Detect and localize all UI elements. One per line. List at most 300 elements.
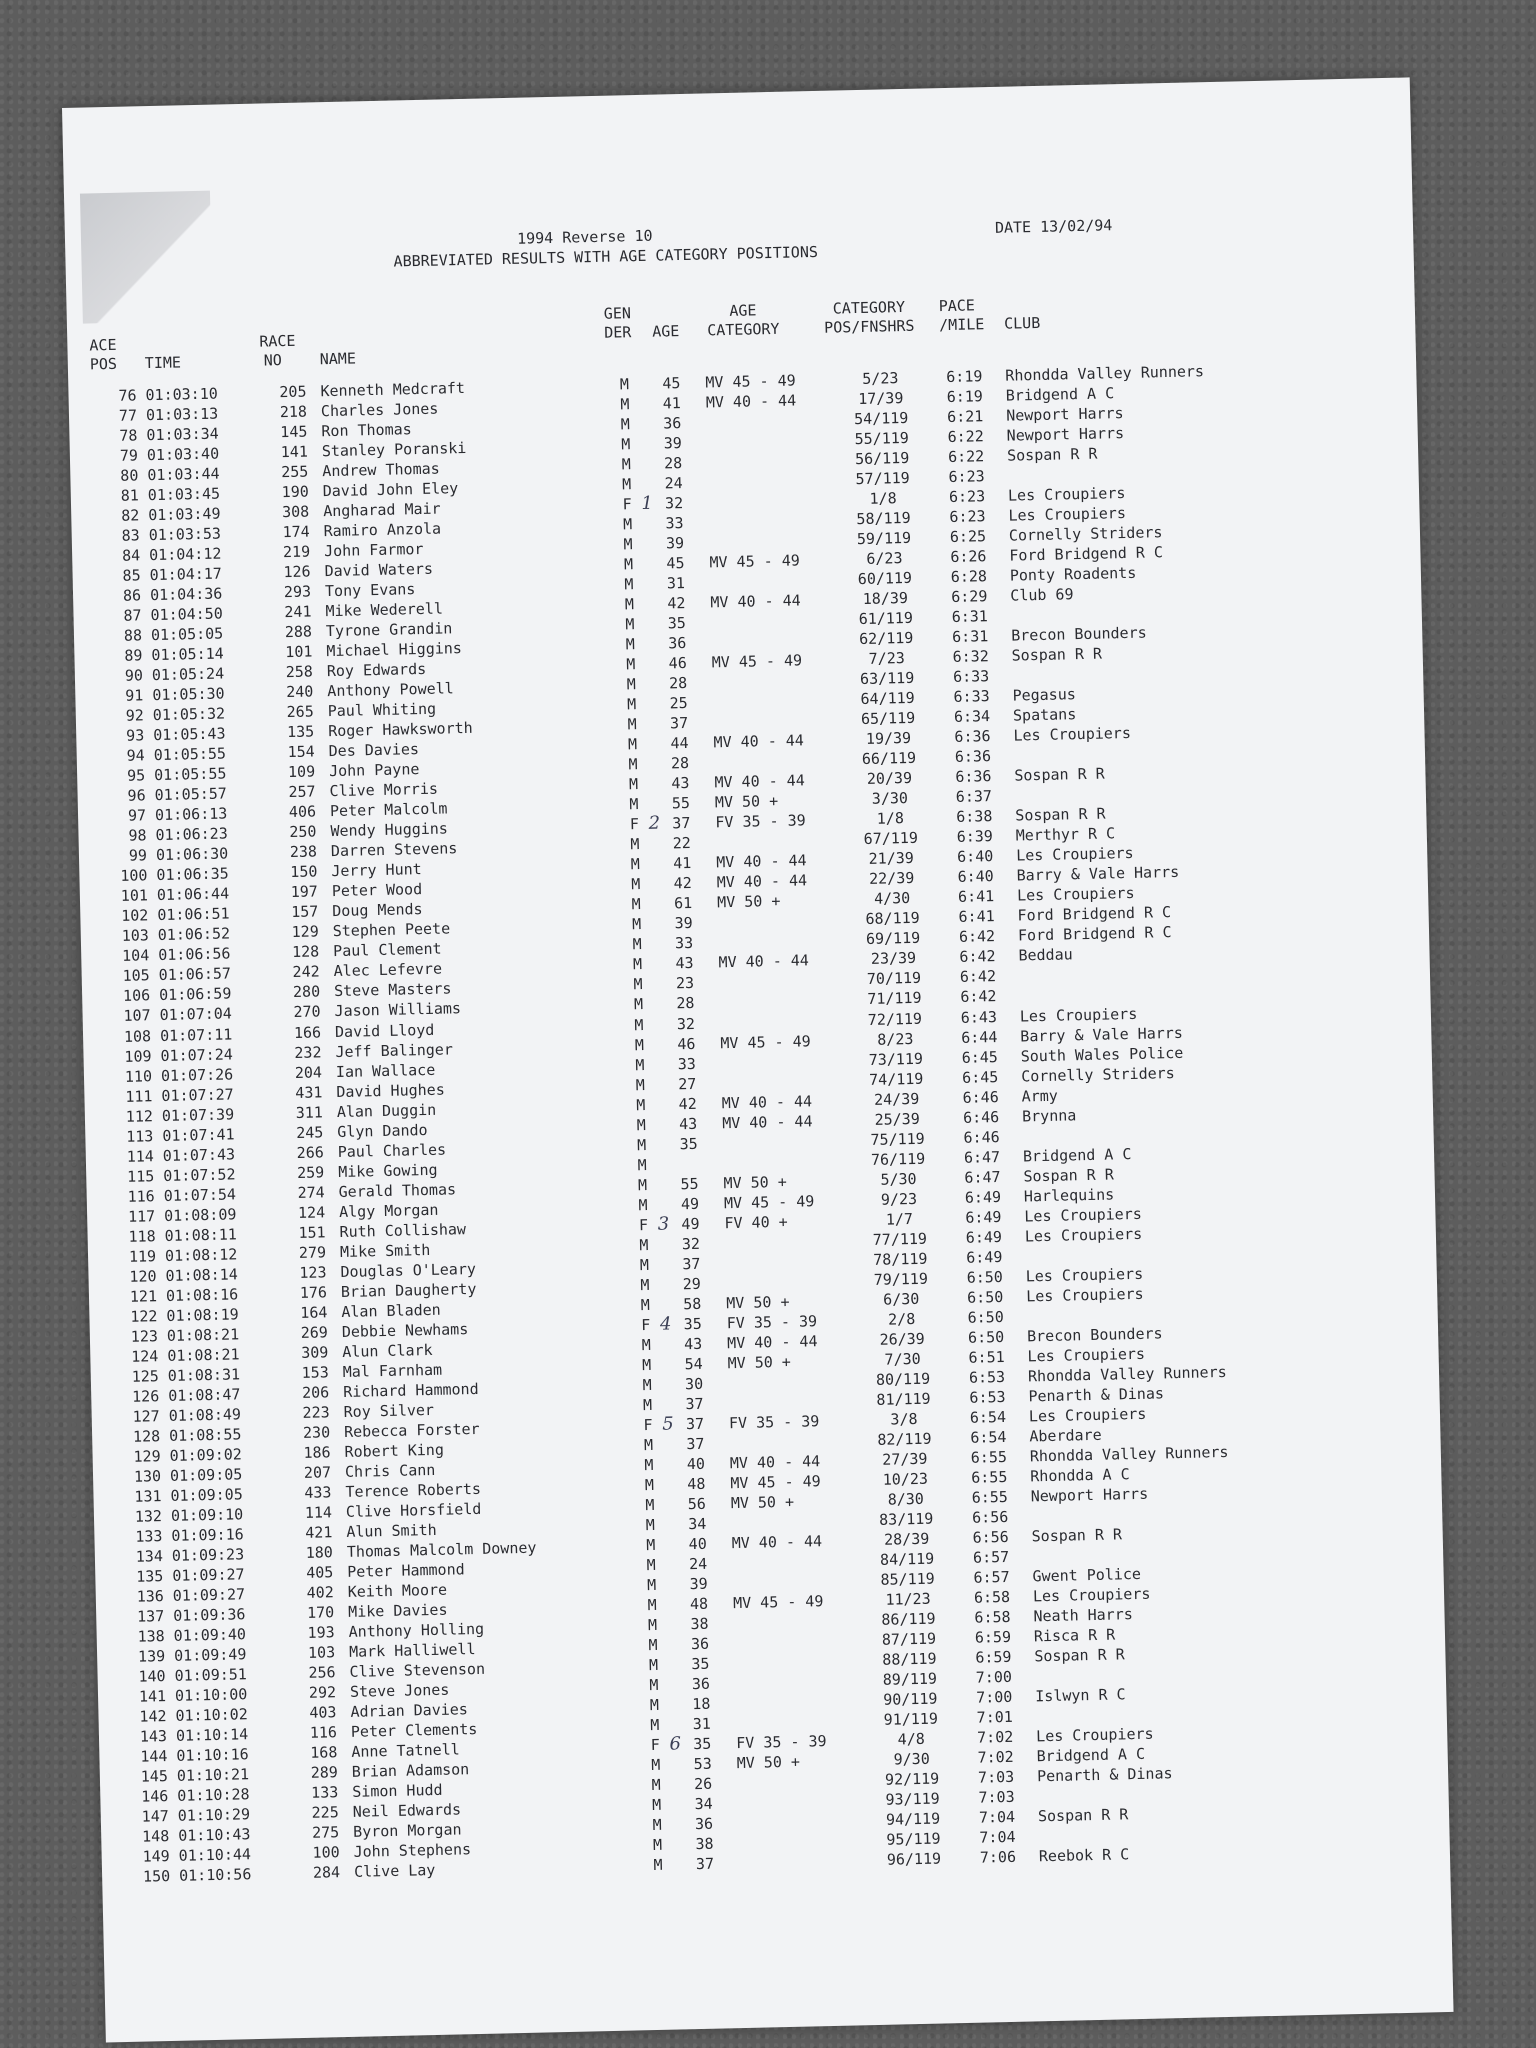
gender-cell: M xyxy=(621,435,631,454)
gender-cell: M xyxy=(648,1635,658,1655)
pace-cell: 6:33 xyxy=(952,667,990,687)
pace-cell: 6:26 xyxy=(950,547,987,567)
position-cell: 103 xyxy=(121,926,150,946)
age-cell: 37 xyxy=(669,714,689,733)
race-no-cell: 257 xyxy=(288,782,316,802)
club-cell: Les Croupiers xyxy=(1008,504,1127,525)
pace-cell: 7:00 xyxy=(975,1667,1013,1687)
name-cell: Adrian Davies xyxy=(350,1700,469,1721)
pace-cell: 6:56 xyxy=(972,1527,1009,1547)
name-cell: Mark Halliwell xyxy=(348,1640,476,1661)
category-pos-cell: 83/119 xyxy=(878,1509,934,1529)
club-cell: Cornelly Striders xyxy=(1021,1063,1175,1086)
club-cell: Newport Harrs xyxy=(1006,404,1124,425)
race-no-cell: 176 xyxy=(299,1282,328,1302)
race-no-cell: 406 xyxy=(288,802,317,822)
race-no-cell: 232 xyxy=(294,1042,322,1062)
club-cell: Sospan R R xyxy=(1006,444,1098,465)
age-category-cell: MV 40 - 44 xyxy=(716,851,807,872)
time-cell: 01:09:16 xyxy=(171,1525,244,1545)
time-cell: 01:03:10 xyxy=(145,384,218,405)
category-pos-cell: 3/8 xyxy=(890,1409,918,1429)
position-cell: 84 xyxy=(121,546,141,565)
club-cell: Les Croupiers xyxy=(1019,1004,1138,1026)
age-category-cell: MV 40 - 44 xyxy=(710,591,801,612)
age-cell: 43 xyxy=(671,774,690,793)
position-cell: 117 xyxy=(127,1206,156,1226)
club-cell: South Wales Police xyxy=(1020,1043,1184,1066)
category-pos-cell: 11/23 xyxy=(885,1589,931,1609)
position-cell: 141 xyxy=(138,1687,167,1706)
age-category-cell: MV 40 - 44 xyxy=(716,871,808,892)
age-cell: 36 xyxy=(663,414,682,433)
age-cell: 28 xyxy=(668,674,688,693)
gender-cell: F xyxy=(622,495,632,514)
category-pos-cell: 57/119 xyxy=(855,468,910,489)
category-pos-cell: 92/119 xyxy=(884,1769,940,1789)
pace-cell: 6:49 xyxy=(966,1247,1003,1267)
name-cell: Neil Edwards xyxy=(352,1800,462,1821)
pace-cell: 6:50 xyxy=(967,1327,1005,1347)
pace-cell: 6:42 xyxy=(958,927,996,947)
race-no-cell: 279 xyxy=(298,1242,327,1262)
age-category-cell: FV 35 - 39 xyxy=(728,1411,820,1433)
age-cell: 44 xyxy=(670,734,689,753)
race-no-cell: 114 xyxy=(304,1503,333,1522)
name-cell: Richard Hammond xyxy=(342,1379,479,1401)
pace-cell: 6:45 xyxy=(961,1067,999,1087)
category-pos-cell: 55/119 xyxy=(854,428,910,449)
time-cell: 01:08:09 xyxy=(163,1204,237,1225)
age-cell: 38 xyxy=(695,1834,714,1854)
pace-cell: 6:51 xyxy=(968,1347,1005,1367)
pace-cell: 7:02 xyxy=(976,1727,1014,1747)
age-cell: 35 xyxy=(693,1734,712,1754)
position-cell: 101 xyxy=(120,886,149,906)
race-no-cell: 255 xyxy=(281,462,309,482)
pace-cell: 6:50 xyxy=(966,1287,1004,1307)
category-pos-cell: 93/119 xyxy=(885,1789,940,1809)
category-pos-cell: 54/119 xyxy=(853,408,909,429)
pace-cell: 6:46 xyxy=(962,1087,999,1107)
age-cell: 36 xyxy=(668,634,687,653)
gender-cell: M xyxy=(645,1515,656,1535)
race-no-cell: 207 xyxy=(303,1463,332,1482)
club-cell: Les Croupiers xyxy=(1013,724,1132,745)
gender-cell: M xyxy=(644,1475,655,1494)
pace-cell: 6:49 xyxy=(965,1227,1003,1247)
time-cell: 01:06:44 xyxy=(156,884,230,905)
pace-cell: 6:36 xyxy=(954,747,992,767)
age-cell: 30 xyxy=(684,1374,704,1393)
age-category-cell: MV 40 - 44 xyxy=(729,1451,821,1473)
pace-cell: 6:59 xyxy=(974,1627,1012,1647)
age-cell: 43 xyxy=(675,954,694,973)
gender-cell: M xyxy=(646,1555,656,1575)
race-no-cell: 126 xyxy=(283,562,311,582)
pace-cell: 6:42 xyxy=(959,967,997,987)
category-pos-cell: 17/39 xyxy=(858,389,904,409)
position-cell: 142 xyxy=(139,1707,167,1726)
name-cell: Brian Adamson xyxy=(351,1760,470,1781)
category-pos-cell: 9/23 xyxy=(880,1189,918,1209)
position-cell: 146 xyxy=(141,1787,169,1806)
gender-cell: M xyxy=(646,1535,656,1555)
pace-cell: 6:38 xyxy=(956,807,993,827)
gender-cell: F xyxy=(638,1215,649,1234)
position-cell: 136 xyxy=(136,1587,164,1606)
name-cell: Alec Lefevre xyxy=(333,960,443,981)
age-cell: 25 xyxy=(669,694,688,713)
age-cell: 61 xyxy=(673,894,693,913)
race-no-cell: 403 xyxy=(309,1703,337,1722)
name-cell: John Stephens xyxy=(353,1840,472,1861)
gender-cell: M xyxy=(645,1495,655,1514)
category-pos-cell: 79/119 xyxy=(873,1269,929,1289)
handwritten-mark: 1 xyxy=(641,492,654,515)
race-no-cell: 250 xyxy=(289,822,317,842)
name-cell: Ron Thomas xyxy=(321,420,412,441)
club-cell: Brynna xyxy=(1021,1105,1077,1126)
race-no-cell: 275 xyxy=(311,1823,340,1842)
time-cell: 01:10:28 xyxy=(177,1785,250,1805)
race-no-cell: 292 xyxy=(308,1683,337,1702)
header-age-category: AGE CATEGORY xyxy=(707,301,780,340)
category-pos-cell: 94/119 xyxy=(885,1809,941,1829)
name-cell: Stephen Peete xyxy=(332,919,451,941)
club-cell: Ford Bridgend R C xyxy=(1009,543,1164,565)
category-pos-cell: 67/119 xyxy=(863,829,919,849)
club-cell: Club 69 xyxy=(1010,585,1074,605)
age-category-cell: MV 45 - 49 xyxy=(720,1031,811,1052)
age-cell: 45 xyxy=(662,374,681,393)
gender-cell: M xyxy=(642,1395,653,1414)
race-no-cell: 151 xyxy=(298,1222,326,1242)
club-cell: Army xyxy=(1021,1086,1058,1106)
age-cell: 37 xyxy=(686,1434,705,1454)
position-cell: 118 xyxy=(128,1226,156,1246)
gender-cell: M xyxy=(632,955,643,974)
pace-cell: 6:55 xyxy=(970,1447,1008,1467)
gender-cell: M xyxy=(650,1715,660,1735)
time-cell: 01:07:54 xyxy=(163,1184,237,1205)
age-category-cell: MV 40 - 44 xyxy=(714,771,805,792)
time-cell: 01:09:05 xyxy=(170,1485,243,1505)
age-cell: 39 xyxy=(674,914,693,933)
race-no-cell: 241 xyxy=(284,602,312,622)
pace-cell: 6:55 xyxy=(971,1467,1008,1487)
age-cell: 36 xyxy=(691,1674,711,1694)
name-cell: Roger Hawksworth xyxy=(328,719,473,741)
pace-cell: 6:50 xyxy=(967,1307,1004,1327)
category-pos-cell: 88/119 xyxy=(882,1649,937,1669)
race-no-cell: 266 xyxy=(296,1142,324,1162)
position-cell: 112 xyxy=(125,1106,154,1126)
age-cell: 54 xyxy=(684,1354,703,1373)
position-cell: 122 xyxy=(130,1306,158,1326)
position-cell: 115 xyxy=(126,1166,155,1186)
category-pos-cell: 27/39 xyxy=(882,1449,928,1469)
name-cell: Gerald Thomas xyxy=(338,1179,457,1201)
category-pos-cell: 80/119 xyxy=(875,1369,931,1389)
name-cell: Clive Lay xyxy=(353,1861,436,1881)
club-cell: Ponty Roadents xyxy=(1009,563,1137,585)
handwritten-mark: 4 xyxy=(659,1313,672,1335)
gender-cell: M xyxy=(633,975,643,994)
pace-cell: 6:23 xyxy=(948,487,986,507)
pace-cell: 6:33 xyxy=(953,687,990,707)
position-cell: 102 xyxy=(121,906,149,926)
club-cell: Reebok R C xyxy=(1038,1845,1130,1866)
age-cell: 28 xyxy=(676,994,695,1013)
time-cell: 01:07:41 xyxy=(162,1124,235,1145)
time-cell: 01:09:02 xyxy=(169,1445,243,1465)
age-category-cell: MV 40 - 44 xyxy=(731,1532,823,1553)
race-no-cell: 164 xyxy=(300,1303,328,1322)
position-cell: 139 xyxy=(137,1647,166,1666)
name-cell: Alan Duggin xyxy=(336,1100,437,1121)
age-cell: 58 xyxy=(683,1294,702,1313)
name-cell: Roy Edwards xyxy=(326,660,427,681)
time-cell: 01:08:31 xyxy=(167,1365,241,1385)
gender-cell: M xyxy=(632,935,642,954)
time-cell: 01:05:55 xyxy=(153,744,227,765)
gender-cell: M xyxy=(651,1795,662,1815)
time-cell: 01:06:56 xyxy=(158,944,231,965)
time-cell: 01:08:19 xyxy=(166,1305,239,1325)
age-cell: 23 xyxy=(675,974,695,993)
age-category-cell: MV 45 - 49 xyxy=(705,371,796,392)
age-cell: 37 xyxy=(695,1854,715,1874)
position-cell: 113 xyxy=(126,1126,154,1146)
position-cell: 111 xyxy=(125,1086,153,1106)
age-cell: 46 xyxy=(677,1034,696,1053)
pace-cell: 6:58 xyxy=(974,1607,1011,1627)
club-cell: Les Croupiers xyxy=(1025,1264,1144,1286)
age-cell: 39 xyxy=(689,1574,708,1594)
time-cell: 01:10:29 xyxy=(177,1805,251,1825)
race-no-cell: 289 xyxy=(310,1763,339,1782)
category-pos-cell: 7/23 xyxy=(868,649,905,669)
gender-cell: M xyxy=(643,1435,654,1454)
name-cell: Brian Daugherty xyxy=(340,1279,477,1301)
name-cell: Michael Higgins xyxy=(326,639,463,661)
club-cell: Les Croupiers xyxy=(1016,844,1134,865)
gender-cell: M xyxy=(624,575,634,594)
position-cell: 127 xyxy=(132,1406,160,1426)
gender-cell: M xyxy=(627,715,637,734)
gender-cell: M xyxy=(620,415,631,434)
position-cell: 99 xyxy=(128,846,148,866)
pace-cell: 6:59 xyxy=(975,1647,1012,1667)
club-cell: Newport Harrs xyxy=(1006,424,1125,445)
pace-cell: 6:53 xyxy=(969,1387,1006,1407)
race-no-cell: 269 xyxy=(300,1323,329,1342)
pace-cell: 6:42 xyxy=(960,987,997,1007)
pace-cell: 6:42 xyxy=(959,947,996,967)
category-pos-cell: 10/23 xyxy=(882,1469,929,1489)
gender-cell: M xyxy=(639,1235,649,1254)
pace-cell: 6:57 xyxy=(972,1547,1010,1567)
gender-cell: F xyxy=(650,1735,661,1755)
header-age: AGE xyxy=(652,322,680,341)
category-pos-cell: 3/30 xyxy=(871,789,909,809)
time-cell: 01:08:55 xyxy=(168,1425,242,1445)
name-cell: Peter Clements xyxy=(350,1720,478,1741)
name-cell: Angharad Mair xyxy=(323,499,441,521)
name-cell: Des Davies xyxy=(328,740,420,761)
gender-cell: M xyxy=(651,1755,661,1775)
name-cell: Glyn Dando xyxy=(337,1120,428,1141)
position-cell: 93 xyxy=(125,726,145,745)
race-no-cell: 186 xyxy=(303,1443,331,1462)
club-cell: Sospan R R xyxy=(1014,764,1105,785)
pace-cell: 6:41 xyxy=(958,907,995,927)
gender-cell: M xyxy=(641,1355,652,1374)
category-pos-cell: 7/30 xyxy=(884,1349,921,1369)
gender-cell: M xyxy=(623,535,633,554)
category-pos-cell: 18/39 xyxy=(862,589,909,609)
time-cell: 01:09:40 xyxy=(173,1625,247,1645)
position-cell: 129 xyxy=(133,1446,161,1466)
pace-cell: 6:25 xyxy=(949,527,987,547)
age-cell: 24 xyxy=(664,474,683,493)
category-pos-cell: 23/39 xyxy=(870,949,917,969)
gender-cell: M xyxy=(622,515,633,534)
gender-cell: M xyxy=(640,1275,650,1294)
race-no-cell: 168 xyxy=(310,1743,338,1762)
club-cell: Les Croupiers xyxy=(1035,1724,1154,1746)
age-cell: 39 xyxy=(665,534,685,553)
name-cell: Roy Silver xyxy=(343,1400,435,1421)
name-cell: Mike Davies xyxy=(347,1600,448,1621)
gender-cell: M xyxy=(649,1675,659,1695)
race-no-cell: 124 xyxy=(297,1202,326,1222)
category-pos-cell: 78/119 xyxy=(873,1249,928,1269)
name-cell: Steve Jones xyxy=(349,1680,450,1701)
club-cell: Sospan R R xyxy=(1015,804,1106,825)
time-cell: 01:10:16 xyxy=(176,1745,249,1765)
category-pos-cell: 74/119 xyxy=(868,1069,924,1089)
position-cell: 120 xyxy=(129,1266,157,1286)
age-cell: 24 xyxy=(688,1554,708,1574)
time-cell: 01:10:21 xyxy=(176,1765,250,1785)
time-cell: 01:05:24 xyxy=(151,664,225,685)
age-cell: 35 xyxy=(667,614,687,633)
time-cell: 01:09:51 xyxy=(174,1665,248,1685)
position-cell: 105 xyxy=(122,966,150,986)
club-cell: Brecon Bounders xyxy=(1011,623,1147,645)
gender-cell: M xyxy=(636,1095,646,1114)
pace-cell: 6:37 xyxy=(955,787,993,807)
age-category-cell: MV 50 + xyxy=(723,1172,787,1192)
time-cell: 01:08:21 xyxy=(166,1325,240,1345)
time-cell: 01:04:17 xyxy=(149,564,223,585)
gender-cell: F xyxy=(643,1415,653,1434)
race-no-cell: 101 xyxy=(285,642,313,662)
age-cell: 28 xyxy=(670,754,690,773)
gender-cell: M xyxy=(647,1595,657,1615)
age-category-cell: MV 40 - 44 xyxy=(718,951,810,972)
position-cell: 119 xyxy=(128,1246,157,1266)
position-cell: 145 xyxy=(140,1767,169,1786)
pace-cell: 6:57 xyxy=(973,1567,1010,1587)
race-no-cell: 157 xyxy=(291,902,319,922)
age-cell: 34 xyxy=(694,1794,713,1814)
race-no-cell: 230 xyxy=(302,1423,331,1442)
name-cell: Wendy Huggins xyxy=(330,819,449,841)
pace-cell: 6:43 xyxy=(960,1007,998,1027)
pace-cell: 6:49 xyxy=(964,1187,1002,1207)
category-pos-cell: 60/119 xyxy=(857,568,913,589)
club-cell: Les Croupiers xyxy=(1024,1204,1142,1226)
race-no-cell: 128 xyxy=(291,942,320,962)
name-cell: Mike Gowing xyxy=(337,1160,438,1181)
category-pos-cell: 96/119 xyxy=(886,1849,942,1869)
document-date: DATE 13/02/94 xyxy=(994,216,1113,237)
time-cell: 01:06:23 xyxy=(155,824,228,845)
club-cell: Neath Harrs xyxy=(1033,1605,1133,1626)
name-cell: Charles Jones xyxy=(320,399,439,421)
pace-cell: 6:46 xyxy=(962,1107,1000,1127)
age-cell: 41 xyxy=(662,394,682,413)
pace-cell: 6:23 xyxy=(949,507,986,527)
category-pos-cell: 70/119 xyxy=(866,969,922,989)
club-cell: Risca R R xyxy=(1033,1625,1116,1646)
name-cell: Terence Roberts xyxy=(345,1479,482,1501)
age-cell: 32 xyxy=(664,494,684,513)
age-cell: 38 xyxy=(690,1614,709,1634)
club-cell: Ford Bridgend R C xyxy=(1017,923,1172,945)
time-cell: 01:10:43 xyxy=(178,1825,251,1845)
race-no-cell: 174 xyxy=(282,522,310,542)
race-no-cell: 170 xyxy=(306,1603,335,1622)
header-pos: ACE POS xyxy=(89,335,118,374)
position-cell: 144 xyxy=(140,1747,168,1766)
club-cell: Rhondda Valley Runners xyxy=(1029,1442,1229,1466)
category-pos-cell: 6/30 xyxy=(882,1289,920,1309)
race-no-cell: 431 xyxy=(295,1082,323,1102)
time-cell: 01:09:36 xyxy=(173,1605,246,1625)
position-cell: 130 xyxy=(133,1466,162,1486)
position-cell: 140 xyxy=(138,1667,166,1686)
age-cell: 33 xyxy=(665,514,684,533)
position-cell: 125 xyxy=(131,1366,159,1386)
category-pos-cell: 68/119 xyxy=(865,909,920,929)
time-cell: 01:03:40 xyxy=(146,444,220,465)
position-cell: 109 xyxy=(124,1046,152,1066)
category-pos-cell: 76/119 xyxy=(870,1149,926,1169)
race-no-cell: 245 xyxy=(296,1122,324,1142)
category-pos-cell: 90/119 xyxy=(883,1689,938,1709)
category-pos-cell: 87/119 xyxy=(881,1629,937,1649)
pace-cell: 7:00 xyxy=(976,1687,1013,1707)
club-cell: Merthyr R C xyxy=(1015,824,1116,845)
name-cell: Andrew Thomas xyxy=(322,459,440,481)
time-cell: 01:07:52 xyxy=(163,1164,236,1185)
race-no-cell: 109 xyxy=(287,762,316,782)
age-cell: 53 xyxy=(693,1754,712,1774)
category-pos-cell: 4/30 xyxy=(873,889,911,909)
position-cell: 150 xyxy=(142,1867,171,1886)
time-cell: 01:07:43 xyxy=(162,1144,236,1165)
time-cell: 01:09:23 xyxy=(171,1545,245,1565)
age-cell: 49 xyxy=(680,1194,700,1213)
race-no-cell: 238 xyxy=(289,842,318,862)
name-cell: Rebecca Forster xyxy=(343,1419,480,1441)
category-pos-cell: 89/119 xyxy=(882,1669,938,1689)
pace-cell: 6:23 xyxy=(948,467,985,487)
